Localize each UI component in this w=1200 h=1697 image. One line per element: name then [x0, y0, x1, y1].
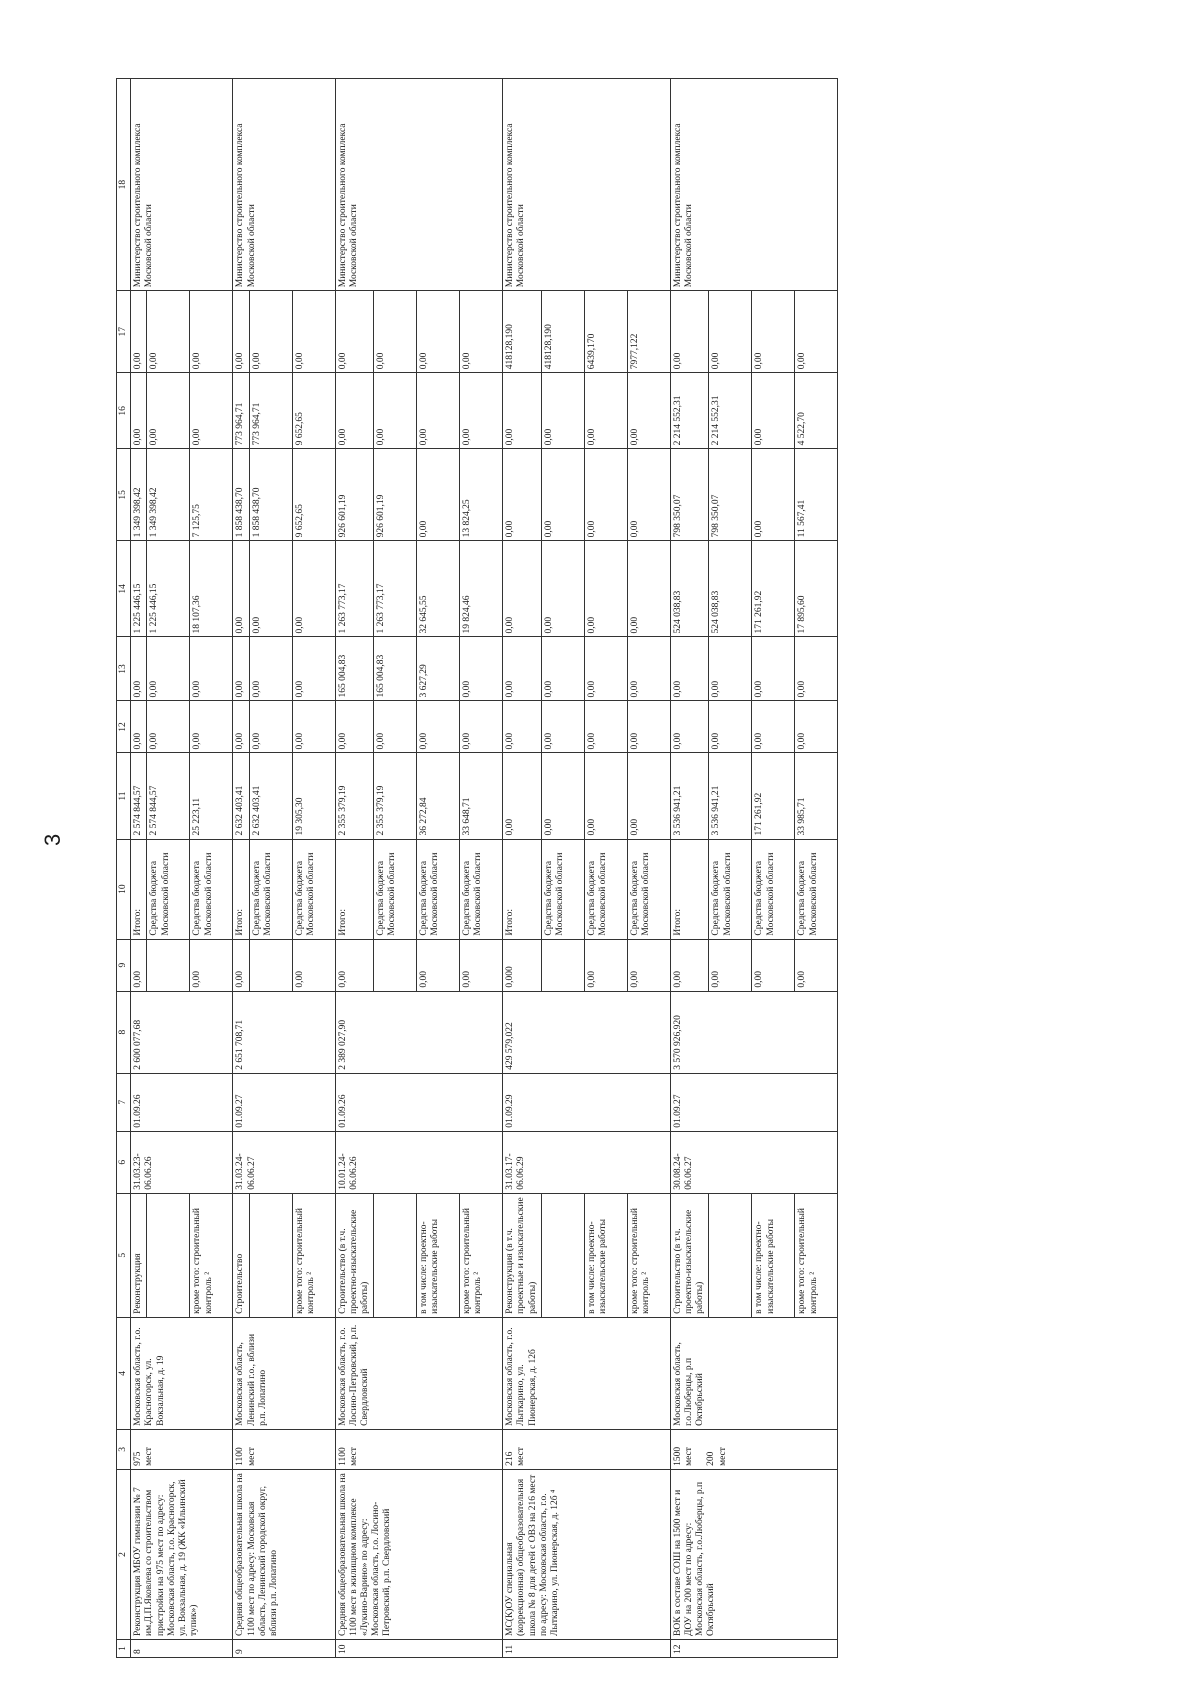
funding-year-3: 0,00 [503, 541, 542, 637]
estimated-cost: 3 570 926,920 [670, 991, 838, 1073]
estimated-cost: 2 389 027,90 [335, 991, 503, 1073]
funded-before [541, 939, 584, 991]
funding-year-3: 0,00 [249, 541, 292, 637]
funding-year-4: 11 567,41 [795, 449, 838, 541]
funding-year-5: 0,00 [147, 373, 190, 449]
funding-year-2: 0,00 [795, 637, 838, 701]
funding-year-2: 3 627,29 [417, 637, 460, 701]
funding-year-4: 798 350,07 [670, 449, 709, 541]
funding-total: 2 632 403,41 [249, 753, 292, 839]
investment-objects-table [116, 78, 838, 1658]
commission-date: 01.09.27 [670, 1073, 838, 1131]
funding-year-5: 0,00 [374, 373, 417, 449]
funding-year-4: 9 652,65 [292, 449, 335, 541]
work-type: в том числе: проектно-изыскательские работы [584, 1193, 627, 1317]
funding-remaining: 0,00 [190, 291, 233, 373]
capacity-value: 975 [133, 1451, 144, 1466]
funding-year-3: 0,00 [233, 541, 249, 637]
funding-remaining: 0,00 [292, 291, 335, 373]
funding-year-1: 0,00 [795, 701, 838, 753]
funded-before: 0,00 [584, 939, 627, 991]
object-address: Московская область, Ленинский г.о., вблизи р.п. Лопатино [233, 1317, 335, 1429]
funding-remaining: 418128,190 [541, 291, 584, 373]
funding-source: Средства бюджета Московской области [292, 839, 335, 939]
funded-before: 0,00 [752, 939, 795, 991]
table-body [131, 79, 838, 1658]
funding-year-4: 1 858 438,70 [249, 449, 292, 541]
responsible-ministry: Министерство строительного комплекса Московской области [670, 79, 838, 291]
capacity-value: 1100 [235, 1447, 246, 1466]
funding-remaining: 0,00 [131, 291, 147, 373]
object-capacity [335, 1429, 503, 1469]
funding-year-5: 773 964,71 [233, 373, 249, 449]
funding-source: Средства бюджета Московской области [795, 839, 838, 939]
capacity-unit: мест [348, 1447, 359, 1466]
object-capacity [670, 1429, 838, 1469]
funding-year-1: 0,00 [292, 701, 335, 753]
object-number: 8 [131, 1640, 233, 1658]
funding-year-2: 0,00 [292, 637, 335, 701]
object-name: Средняя общеобразовательная школа на 1100 мест по адресу: Московская область, Ленинский городской округ, вблизи р.п. Лопатино [233, 1469, 335, 1639]
funding-year-5: 0,00 [335, 373, 374, 449]
work-type [374, 1193, 417, 1317]
funded-before: 0,00 [233, 939, 249, 991]
work-period: 30.08.24-06.06.27 [670, 1131, 838, 1193]
funding-year-2: 0,00 [249, 637, 292, 701]
funding-remaining: 0,00 [795, 291, 838, 373]
funding-year-2: 0,00 [709, 637, 752, 701]
funding-year-1: 0,00 [417, 701, 460, 753]
work-type [147, 1193, 190, 1317]
funding-source: Средства бюджета Московской области [147, 839, 190, 939]
estimated-cost: 429 579,022 [503, 991, 671, 1073]
column-number: 11 [117, 753, 131, 839]
column-number: 15 [117, 449, 131, 541]
funding-year-1: 0,00 [249, 701, 292, 753]
page-number: 3 [40, 833, 65, 846]
object-row [670, 79, 709, 1658]
work-type: Строительство [233, 1193, 249, 1317]
work-type [709, 1193, 752, 1317]
funding-total: 19 305,30 [292, 753, 335, 839]
funding-total: 0,00 [503, 753, 542, 839]
funding-remaining: 0,00 [670, 291, 709, 373]
work-type: в том числе: проектно-изыскательские работы [417, 1193, 460, 1317]
funding-year-4: 0,00 [417, 449, 460, 541]
capacity2-unit: мест [717, 1447, 728, 1466]
funding-year-1: 0,00 [503, 701, 542, 753]
funding-year-1: 0,00 [233, 701, 249, 753]
funding-year-3: 1 225 446,15 [131, 541, 147, 637]
work-type [249, 1193, 292, 1317]
funding-year-5: 0,00 [190, 373, 233, 449]
funding-remaining: 0,00 [417, 291, 460, 373]
funding-remaining: 0,00 [709, 291, 752, 373]
funding-remaining: 0,00 [374, 291, 417, 373]
capacity-unit: мест [144, 1447, 155, 1466]
rotated-table-container [116, 78, 1050, 1658]
funding-year-4: 0,00 [541, 449, 584, 541]
funding-year-3: 32 645,55 [417, 541, 460, 637]
column-number: 1 [117, 1640, 131, 1658]
funding-total: 171 261,92 [752, 753, 795, 839]
funding-source: Итого: [670, 839, 709, 939]
work-type: в том числе: проектно-изыскательские работы [752, 1193, 795, 1317]
funding-year-2: 0,00 [627, 637, 670, 701]
funding-year-3: 0,00 [541, 541, 584, 637]
funding-year-2: 0,00 [584, 637, 627, 701]
funded-before: 0,00 [335, 939, 374, 991]
funded-before [374, 939, 417, 991]
funding-year-5: 2 214 552,31 [709, 373, 752, 449]
funded-before: 0,00 [670, 939, 709, 991]
funding-source: Средства бюджета Московской области [417, 839, 460, 939]
work-type: Реконструкция [131, 1193, 147, 1317]
funding-total: 2 574 844,57 [147, 753, 190, 839]
funding-year-4: 926 601,19 [335, 449, 374, 541]
funding-total: 33 985,71 [795, 753, 838, 839]
responsible-ministry: Министерство строительного комплекса Московской области [335, 79, 503, 291]
funding-source: Средства бюджета Московской области [541, 839, 584, 939]
funding-total: 2 355 379,19 [335, 753, 374, 839]
work-type: кроме того: строительный контроль ² [627, 1193, 670, 1317]
funding-year-3: 18 107,36 [190, 541, 233, 637]
funding-year-1: 0,00 [752, 701, 795, 753]
capacity-unit: мест [516, 1447, 527, 1466]
funding-year-3: 0,00 [292, 541, 335, 637]
object-capacity [503, 1429, 671, 1469]
work-period: 31.03.17-06.06.29 [503, 1131, 671, 1193]
funding-year-3: 171 261,92 [752, 541, 795, 637]
column-number: 4 [117, 1317, 131, 1429]
funding-source: Итого: [503, 839, 542, 939]
object-name: Средняя общеобразовательная школа на 1100 мест в жилищном комплексе «Лукино-Варино» по адресу: Московская область, г.о. Лосино-Петровский, р.п. Свердловский [335, 1469, 503, 1639]
funding-year-4: 1 858 438,70 [233, 449, 249, 541]
funding-year-1: 0,00 [709, 701, 752, 753]
work-type: кроме того: строительный контроль ² [795, 1193, 838, 1317]
funding-remaining: 7977,122 [627, 291, 670, 373]
funding-year-2: 0,00 [503, 637, 542, 701]
funding-year-5: 773 964,71 [249, 373, 292, 449]
funding-year-3: 1 225 446,15 [147, 541, 190, 637]
work-type: кроме того: строительный контроль ² [292, 1193, 335, 1317]
funding-year-5: 2 214 552,31 [670, 373, 709, 449]
funding-year-1: 0,00 [670, 701, 709, 753]
object-address: Московская область, г.о. Лыткарино, ул. Пионерская, д. 12б [503, 1317, 671, 1429]
column-number: 2 [117, 1469, 131, 1639]
commission-date: 01.09.26 [335, 1073, 503, 1131]
funding-year-4: 1 349 398,42 [131, 449, 147, 541]
funding-source: Средства бюджета Московской области [190, 839, 233, 939]
funding-year-3: 524 038,83 [709, 541, 752, 637]
funding-year-1: 0,00 [460, 701, 503, 753]
funding-total: 2 355 379,19 [374, 753, 417, 839]
funding-year-4: 0,00 [752, 449, 795, 541]
commission-date: 01.09.26 [131, 1073, 233, 1131]
object-number: 10 [335, 1640, 503, 1658]
funding-source: Средства бюджета Московской области [627, 839, 670, 939]
funding-total: 36 272,84 [417, 753, 460, 839]
commission-date: 01.09.29 [503, 1073, 671, 1131]
capacity-value: 1100 [337, 1447, 348, 1466]
object-number: 12 [670, 1640, 838, 1658]
funding-remaining: 418128,190 [503, 291, 542, 373]
funded-before: 0,000 [503, 939, 542, 991]
funding-year-5: 0,00 [460, 373, 503, 449]
funding-source: Итого: [335, 839, 374, 939]
funding-remaining: 0,00 [752, 291, 795, 373]
funding-year-1: 0,00 [147, 701, 190, 753]
object-name: МС(К)ОУ специальная (коррекционная) общеобразовательная школа № 8 для детей с ОВЗ на 216 мест по адресу: Московская область, г.о. Лыткарино, ул. Пионерская, д. 12б ⁴ [503, 1469, 671, 1639]
funded-before: 0,00 [709, 939, 752, 991]
funding-total: 0,00 [584, 753, 627, 839]
funding-year-3: 0,00 [627, 541, 670, 637]
funding-year-4: 798 350,07 [709, 449, 752, 541]
work-type: кроме того: строительный контроль ² [190, 1193, 233, 1317]
column-number: 14 [117, 541, 131, 637]
object-number: 9 [233, 1640, 335, 1658]
capacity-value: 216 [505, 1451, 516, 1466]
funding-year-4: 0,00 [584, 449, 627, 541]
commission-date: 01.09.27 [233, 1073, 335, 1131]
funded-before [147, 939, 190, 991]
funding-total: 3 536 941,21 [670, 753, 709, 839]
capacity-value: 1500 [672, 1446, 683, 1466]
responsible-ministry: Министерство строительного комплекса Московской области [233, 79, 335, 291]
funding-year-5: 4 522,70 [795, 373, 838, 449]
column-number: 13 [117, 637, 131, 701]
object-row [131, 79, 147, 1658]
column-number: 10 [117, 839, 131, 939]
funding-year-2: 165 004,83 [335, 637, 374, 701]
funding-source: Средства бюджета Московской области [752, 839, 795, 939]
funding-year-3: 17 895,60 [795, 541, 838, 637]
funding-year-2: 0,00 [190, 637, 233, 701]
funding-total: 0,00 [541, 753, 584, 839]
funding-year-5: 0,00 [541, 373, 584, 449]
funding-year-4: 926 601,19 [374, 449, 417, 541]
column-number: 5 [117, 1193, 131, 1317]
work-type: Реконструкция (в т.ч. проектные и изыскательские работы) [503, 1193, 542, 1317]
responsible-ministry: Министерство строительного комплекса Московской области [503, 79, 671, 291]
funding-year-2: 0,00 [233, 637, 249, 701]
funding-year-2: 0,00 [670, 637, 709, 701]
funding-year-5: 0,00 [417, 373, 460, 449]
capacity-unit: мест [684, 1447, 695, 1466]
funding-year-3: 19 824,46 [460, 541, 503, 637]
funding-year-4: 0,00 [627, 449, 670, 541]
funding-total: 0,00 [627, 753, 670, 839]
funded-before: 0,00 [292, 939, 335, 991]
funded-before [249, 939, 292, 991]
funding-remaining: 0,00 [147, 291, 190, 373]
funding-source: Итого: [131, 839, 147, 939]
funding-year-2: 165 004,83 [374, 637, 417, 701]
funding-remaining: 0,00 [249, 291, 292, 373]
object-name: Реконструкция МБОУ гимназии № 7 им.Д.П.Яковлева со строительством пристройки на 975 мест по адресу: Московская область, г.о. Красногорск, ул. Вокзальная, д. 19 (ЖК «Ильинский тупик») [131, 1469, 233, 1639]
funding-year-3: 0,00 [584, 541, 627, 637]
funding-year-5: 9 652,65 [292, 373, 335, 449]
column-number: 7 [117, 1073, 131, 1131]
funding-source: Средства бюджета Московской области [374, 839, 417, 939]
funding-year-4: 7 125,75 [190, 449, 233, 541]
funding-remaining: 0,00 [335, 291, 374, 373]
work-period: 31.03.24-06.06.27 [233, 1131, 335, 1193]
work-type: кроме того: строительный контроль ² [460, 1193, 503, 1317]
funding-year-1: 0,00 [131, 701, 147, 753]
estimated-cost: 2 600 077,68 [131, 991, 233, 1073]
column-number: 3 [117, 1429, 131, 1469]
object-capacity [131, 1429, 233, 1469]
funding-total: 25 223,11 [190, 753, 233, 839]
funding-year-1: 0,00 [374, 701, 417, 753]
funding-year-4: 0,00 [503, 449, 542, 541]
column-number: 18 [117, 79, 131, 291]
funded-before: 0,00 [131, 939, 147, 991]
funding-year-3: 1 263 773,17 [335, 541, 374, 637]
responsible-ministry: Министерство строительного комплекса Московской области [131, 79, 233, 291]
object-row [233, 79, 249, 1658]
column-number: 6 [117, 1131, 131, 1193]
funding-year-5: 0,00 [503, 373, 542, 449]
funding-source: Средства бюджета Московской области [709, 839, 752, 939]
funded-before: 0,00 [417, 939, 460, 991]
funding-source: Средства бюджета Московской области [460, 839, 503, 939]
funding-remaining: 0,00 [233, 291, 249, 373]
funding-year-2: 0,00 [131, 637, 147, 701]
column-number: 8 [117, 991, 131, 1073]
funding-year-1: 0,00 [541, 701, 584, 753]
work-type: Строительство (в т.ч. проектно-изыскательские работы) [335, 1193, 374, 1317]
funding-year-5: 0,00 [584, 373, 627, 449]
capacity2-value: 200 [706, 1451, 717, 1466]
funded-before: 0,00 [795, 939, 838, 991]
object-name: ВОК в составе СОШ на 1500 мест и ДОУ на 200 мест по адресу: Московская область, г.о.Люберцы, р.п Октябрьский [670, 1469, 838, 1639]
work-period: 31.03.23-06.06.26 [131, 1131, 233, 1193]
funding-source: Итого: [233, 839, 249, 939]
object-address: Московская область, г.о.Люберцы, р.п Октябрьский [670, 1317, 838, 1429]
funding-year-2: 0,00 [147, 637, 190, 701]
funded-before: 0,00 [627, 939, 670, 991]
funding-source: Средства бюджета Московской области [249, 839, 292, 939]
work-period: 10.01.24-06.06.26 [335, 1131, 503, 1193]
funded-before: 0,00 [460, 939, 503, 991]
funding-year-1: 0,00 [584, 701, 627, 753]
object-number: 11 [503, 1640, 671, 1658]
funding-year-5: 0,00 [752, 373, 795, 449]
funding-year-3: 1 263 773,17 [374, 541, 417, 637]
funding-year-4: 1 349 398,42 [147, 449, 190, 541]
funding-year-2: 0,00 [460, 637, 503, 701]
work-type [541, 1193, 584, 1317]
column-number: 17 [117, 291, 131, 373]
funding-source: Средства бюджета Московской области [584, 839, 627, 939]
funding-year-5: 0,00 [131, 373, 147, 449]
column-number: 12 [117, 701, 131, 753]
work-type: Строительство (в т.ч. проектно-изыскательские работы) [670, 1193, 709, 1317]
funding-total: 3 536 941,21 [709, 753, 752, 839]
capacity-unit: мест [246, 1447, 257, 1466]
estimated-cost: 2 651 708,71 [233, 991, 335, 1073]
funding-total: 33 648,71 [460, 753, 503, 839]
funding-year-1: 0,00 [190, 701, 233, 753]
funding-year-2: 0,00 [752, 637, 795, 701]
funding-year-2: 0,00 [541, 637, 584, 701]
object-row [503, 79, 542, 1658]
column-number: 9 [117, 939, 131, 991]
funding-total: 2 574 844,57 [131, 753, 147, 839]
object-address: Московская область, г.о. Лосино-Петровский, р.п. Свердловский [335, 1317, 503, 1429]
column-number: 16 [117, 373, 131, 449]
object-address: Московская область, г.о. Красногорск, ул. Вокзальная, д. 19 [131, 1317, 233, 1429]
funding-total: 2 632 403,41 [233, 753, 249, 839]
funding-year-3: 524 038,83 [670, 541, 709, 637]
funding-remaining: 6439,170 [584, 291, 627, 373]
column-number-header-row [117, 79, 131, 1658]
funding-year-1: 0,00 [335, 701, 374, 753]
object-row [335, 79, 374, 1658]
funding-remaining: 0,00 [460, 291, 503, 373]
funding-year-4: 13 824,25 [460, 449, 503, 541]
object-capacity [233, 1429, 335, 1469]
funded-before: 0,00 [190, 939, 233, 991]
funding-year-5: 0,00 [627, 373, 670, 449]
funding-year-1: 0,00 [627, 701, 670, 753]
